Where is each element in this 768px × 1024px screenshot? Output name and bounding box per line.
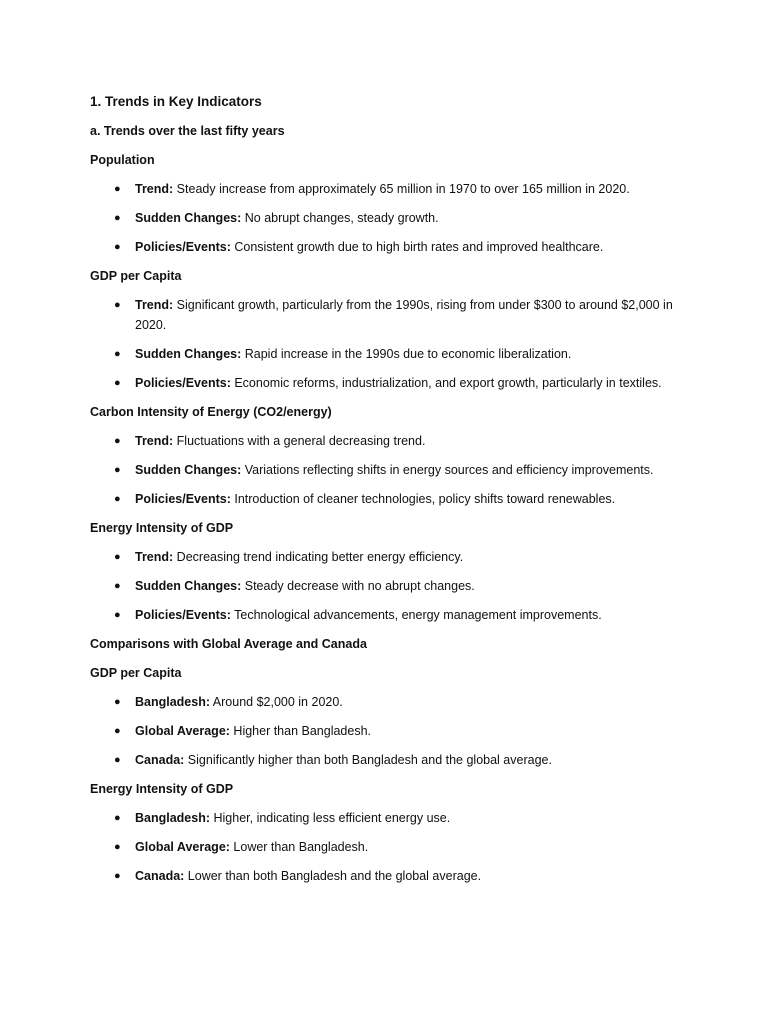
section-title: Energy Intensity of GDP bbox=[90, 521, 234, 535]
section-carbon-intensity bbox=[90, 402, 690, 509]
list-item bbox=[90, 460, 675, 480]
item-label: Sudden Changes: bbox=[135, 463, 242, 477]
bullet-list bbox=[90, 547, 690, 625]
item-label: Global Average: bbox=[135, 840, 230, 854]
bullet-list bbox=[90, 431, 690, 509]
section-population bbox=[90, 150, 690, 257]
bullet-icon: ● bbox=[114, 870, 121, 882]
item-label: Trend: bbox=[135, 298, 174, 312]
section-title: GDP per Capita bbox=[90, 269, 182, 283]
item-text: Lower than Bangladesh. bbox=[229, 840, 369, 854]
item-text: Introduction of cleaner technologies, policy shifts toward renewables. bbox=[230, 492, 616, 506]
list-item bbox=[90, 489, 675, 509]
item-text: Economic reforms, industrialization, and export growth, particularly in textiles. bbox=[230, 376, 662, 390]
bullet-icon: ● bbox=[114, 812, 121, 824]
item-text: Around $2,000 in 2020. bbox=[210, 695, 343, 709]
bullet-icon: ● bbox=[114, 464, 121, 476]
section-comparison-energy bbox=[90, 779, 690, 886]
item-label: Sudden Changes: bbox=[135, 211, 242, 225]
item-label: Sudden Changes: bbox=[135, 347, 242, 361]
item-label: Sudden Changes: bbox=[135, 579, 242, 593]
list-item bbox=[90, 344, 675, 364]
section-comparisons bbox=[90, 634, 690, 654]
list-item bbox=[90, 692, 675, 712]
item-label: Bangladesh: bbox=[135, 695, 211, 709]
item-label: Policies/Events: bbox=[135, 376, 231, 390]
bullet-icon: ● bbox=[114, 183, 121, 195]
section-energy-intensity bbox=[90, 518, 690, 625]
bullet-icon: ● bbox=[114, 580, 121, 592]
bullet-icon: ● bbox=[114, 435, 121, 447]
list-item bbox=[90, 750, 675, 770]
item-text: Consistent growth due to high birth rates and improved healthcare. bbox=[230, 240, 604, 254]
document-heading: 1. Trends in Key Indicators bbox=[90, 94, 262, 109]
item-text: Decreasing trend indicating better energy efficiency. bbox=[173, 550, 464, 564]
bullet-icon: ● bbox=[114, 212, 121, 224]
list-item bbox=[90, 179, 675, 199]
list-item bbox=[90, 431, 675, 451]
bullet-list bbox=[90, 179, 690, 257]
list-item bbox=[90, 866, 675, 886]
bullet-icon: ● bbox=[114, 551, 121, 563]
bullet-icon: ● bbox=[114, 241, 121, 253]
item-label: Trend: bbox=[135, 434, 174, 448]
list-item bbox=[90, 837, 675, 857]
list-item bbox=[90, 208, 675, 228]
list-item bbox=[90, 576, 675, 596]
list-item bbox=[90, 721, 675, 741]
item-label: Policies/Events: bbox=[135, 240, 231, 254]
item-label: Trend: bbox=[135, 182, 174, 196]
item-label: Global Average: bbox=[135, 724, 230, 738]
item-text: Significantly higher than both Bangladesh and the global average. bbox=[184, 753, 552, 767]
item-text: Higher, indicating less efficient energy use. bbox=[210, 811, 451, 825]
section-title: GDP per Capita bbox=[90, 666, 182, 680]
item-text: Fluctuations with a general decreasing trend. bbox=[173, 434, 426, 448]
item-text: Steady decrease with no abrupt changes. bbox=[241, 579, 475, 593]
bullet-icon: ● bbox=[114, 754, 121, 766]
item-text: Significant growth, particularly from the 1990s, rising from under $300 to around $2,000 in 2020. bbox=[135, 298, 673, 332]
bullet-icon: ● bbox=[114, 348, 121, 360]
item-label: Canada: bbox=[135, 753, 185, 767]
list-item bbox=[90, 237, 675, 257]
bullet-icon: ● bbox=[114, 377, 121, 389]
item-label: Canada: bbox=[135, 869, 185, 883]
bullet-icon: ● bbox=[114, 725, 121, 737]
item-label: Policies/Events: bbox=[135, 608, 231, 622]
section-title: Carbon Intensity of Energy (CO2/energy) bbox=[90, 405, 332, 419]
item-text: Higher than Bangladesh. bbox=[229, 724, 372, 738]
item-label: Policies/Events: bbox=[135, 492, 231, 506]
list-item bbox=[90, 808, 675, 828]
bullet-icon: ● bbox=[114, 609, 121, 621]
item-label: Bangladesh: bbox=[135, 811, 211, 825]
item-text: Variations reflecting shifts in energy sources and efficiency improvements. bbox=[241, 463, 654, 477]
section-comparison-gdp bbox=[90, 663, 690, 770]
item-text: Technological advancements, energy management improvements. bbox=[230, 608, 602, 622]
document-subheading: a. Trends over the last fifty years bbox=[90, 124, 285, 138]
bullet-icon: ● bbox=[114, 696, 121, 708]
item-text: Steady increase from approximately 65 million in 1970 to over 165 million in 2020. bbox=[173, 182, 630, 196]
item-label: Trend: bbox=[135, 550, 174, 564]
item-text: Rapid increase in the 1990s due to economic liberalization. bbox=[241, 347, 572, 361]
list-item bbox=[90, 295, 675, 335]
section-gdp-per-capita bbox=[90, 266, 690, 393]
item-text: Lower than both Bangladesh and the global average. bbox=[184, 869, 482, 883]
section-title: Comparisons with Global Average and Canada bbox=[90, 637, 367, 651]
bullet-icon: ● bbox=[114, 841, 121, 853]
section-title: Energy Intensity of GDP bbox=[90, 782, 234, 796]
list-item bbox=[90, 373, 675, 393]
list-item bbox=[90, 547, 675, 567]
bullet-icon: ● bbox=[114, 493, 121, 505]
bullet-list bbox=[90, 295, 690, 393]
bullet-list bbox=[90, 808, 690, 886]
list-item bbox=[90, 605, 675, 625]
section-title: Population bbox=[90, 153, 155, 167]
item-text: No abrupt changes, steady growth. bbox=[241, 211, 439, 225]
document-page bbox=[90, 92, 690, 886]
bullet-icon: ● bbox=[114, 299, 121, 311]
bullet-list bbox=[90, 692, 690, 770]
